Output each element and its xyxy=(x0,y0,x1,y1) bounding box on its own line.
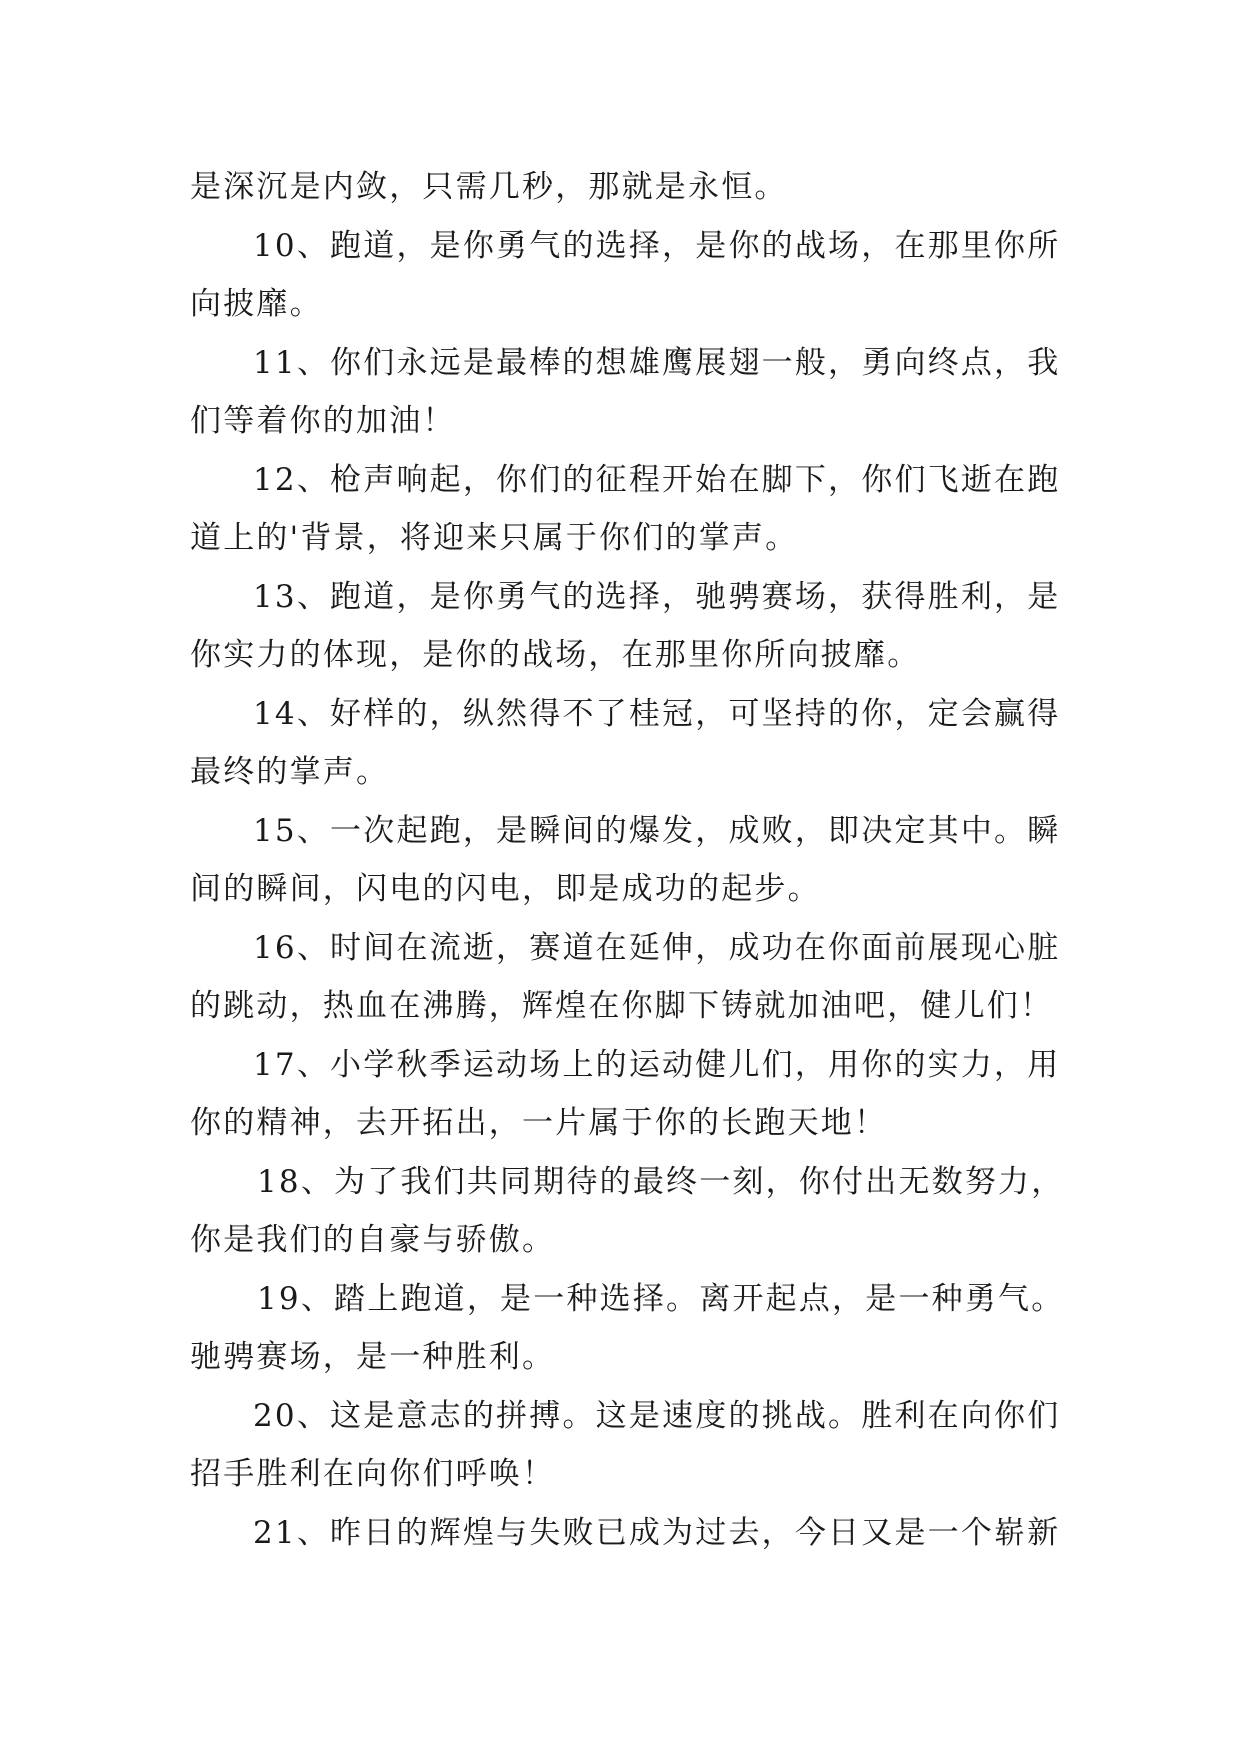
item-19-line-2: 驰骋赛场，是一种胜利。 xyxy=(190,1339,556,1375)
item-21-line-1: 21、昨日的辉煌与失败已成为过去，今日又是一个崭新 xyxy=(253,1514,1061,1551)
item-13-line-1: 13、跑道，是你勇气的选择，驰骋赛场，获得胜利，是 xyxy=(253,578,1061,615)
item-10-line-1: 10、跑道，是你勇气的选择，是你的战场，在那里你所 xyxy=(253,227,1061,264)
item-13-line-2: 你实力的体现，是你的战场，在那里你所向披靡。 xyxy=(190,637,921,673)
document-body xyxy=(190,158,1070,1562)
item-20-line-2: 招手胜利在向你们呼唤！ xyxy=(190,1456,556,1492)
item-11-line-2: 们等着你的加油！ xyxy=(190,403,456,439)
item-15-line-2: 间的瞬间，闪电的闪电，即是成功的起步。 xyxy=(190,871,821,907)
item-18-line-1: 18、为了我们共同期待的最终一刻，你付出无数努力， xyxy=(257,1163,1065,1200)
item-12-line-1: 12、枪声响起，你们的征程开始在脚下，你们飞逝在跑 xyxy=(253,461,1061,498)
text-line: 是深沉是内敛，只需几秒，那就是永恒。 xyxy=(190,169,788,205)
item-11-line-1: 11、你们永远是最棒的想雄鹰展翅一般，勇向终点，我 xyxy=(253,344,1061,381)
item-14-line-2: 最终的掌声。 xyxy=(190,754,390,790)
item-17-line-1: 17、小学秋季运动场上的运动健儿们，用你的实力，用 xyxy=(253,1046,1061,1083)
item-15-line-1: 15、一次起跑，是瞬间的爆发，成败，即决定其中。瞬 xyxy=(253,812,1061,849)
item-19-line-1: 19、踏上跑道，是一种选择。离开起点，是一种勇气。 xyxy=(257,1280,1065,1317)
item-12-line-2: 道上的'背景，将迎来只属于你们的掌声。 xyxy=(190,520,799,556)
item-16-line-1: 16、时间在流逝，赛道在延伸，成功在你面前展现心脏 xyxy=(253,929,1061,966)
item-16-line-2: 的跳动，热血在沸腾，辉煌在你脚下铸就加油吧，健儿们！ xyxy=(190,988,1054,1024)
item-18-line-2: 你是我们的自豪与骄傲。 xyxy=(190,1222,556,1258)
item-10-line-2: 向披靡。 xyxy=(190,286,323,322)
item-20-line-1: 20、这是意志的拼搏。这是速度的挑战。胜利在向你们 xyxy=(253,1397,1061,1434)
item-17-line-2: 你的精神，去开拓出，一片属于你的长跑天地！ xyxy=(190,1105,888,1141)
item-14-line-1: 14、好样的，纵然得不了桂冠，可坚持的你，定会赢得 xyxy=(253,695,1061,732)
